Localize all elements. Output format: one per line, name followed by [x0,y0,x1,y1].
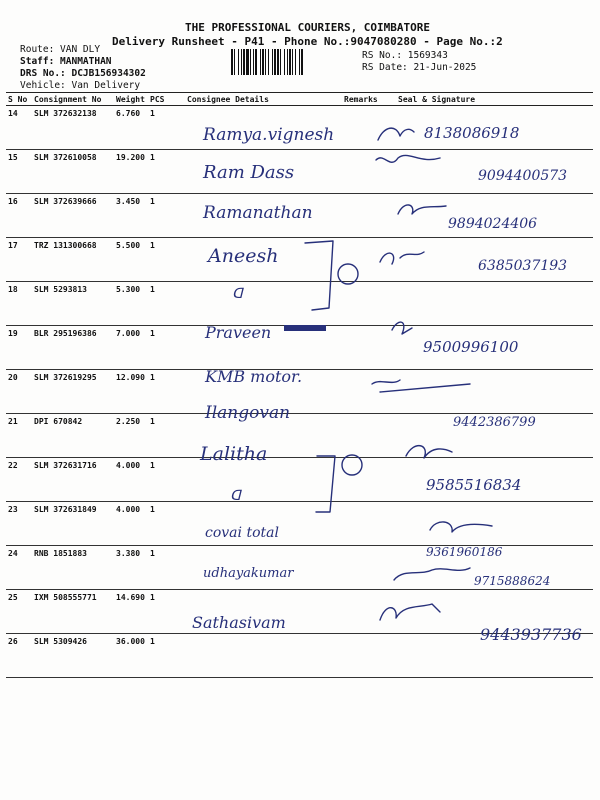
handwritten-name: Lalitha [200,443,268,465]
row-pcs: 1 [148,502,185,546]
handwritten-phone: 9500996100 [423,338,519,356]
row-sno: 17 [6,238,32,282]
row-sno: 25 [6,590,32,634]
row-sno: 23 [6,502,32,546]
ditto-mark: ᗡ [230,488,241,504]
row-remarks [342,546,380,590]
row-pcs: 1 [148,370,185,414]
row-sno: 20 [6,370,32,414]
handwritten-name: udhayakumar [203,566,294,581]
handwritten-phone: 9715888624 [474,574,551,588]
row-consignee-details [185,546,342,590]
rs-number: RS No.: 1569343 [362,50,448,61]
row-pcs: 1 [148,326,185,370]
drs-number: DRS No.: DCJB156934302 [20,68,146,79]
row-weight: 3.380 [114,546,148,590]
handwritten-phone: 9894024406 [448,216,538,232]
row-consignee-details [185,282,342,326]
row-weight: 5.500 [114,238,148,282]
row-consignee-details [185,106,342,150]
row-consignment-no: RNB 1851883 [32,546,114,590]
row-pcs: 1 [148,282,185,326]
row-sno: 15 [6,150,32,194]
handwritten-name: Ilangovan [205,403,291,423]
row-remarks [342,238,380,282]
row-seal-signature [380,238,593,282]
row-weight: 19.200 [114,150,148,194]
handwritten-name: Praveen [205,323,272,342]
row-weight: 6.760 [114,106,148,150]
row-consignee-details [185,590,342,634]
table-row [6,282,593,326]
table-row [6,326,593,370]
table-row [6,238,593,282]
row-remarks [342,282,380,326]
row-consignment-no: SLM 372631716 [32,458,114,502]
row-remarks [342,370,380,414]
table-row [6,150,593,194]
col-sno: S No [6,93,32,106]
row-weight: 5.300 [114,282,148,326]
row-remarks [342,414,380,458]
row-consignment-no: SLM 372619295 [32,370,114,414]
handwritten-phone: 9361960186 [426,545,503,559]
row-consignee-details [185,150,342,194]
row-sno: 19 [6,326,32,370]
row-seal-signature [380,458,593,502]
row-seal-signature [380,634,593,678]
row-seal-signature [380,282,593,326]
row-pcs: 1 [148,414,185,458]
row-pcs: 1 [148,634,185,678]
row-consignment-no: SLM 5309426 [32,634,114,678]
row-consignee-details [185,326,342,370]
vehicle-label: Vehicle: Van Delivery [20,80,141,91]
handwritten-phone: 9443937736 [480,625,582,644]
row-consignee-details [185,414,342,458]
route-label: Route: VAN DLY [20,44,101,55]
company-title: THE PROFESSIONAL COURIERS, COIMBATORE [185,21,431,34]
table-row [6,106,593,150]
row-sno: 16 [6,194,32,238]
runsheet-table [6,92,593,678]
row-consignment-no: TRZ 131300668 [32,238,114,282]
handwritten-phone: 9442386799 [453,415,536,430]
row-pcs: 1 [148,150,185,194]
table-row [6,634,593,678]
row-pcs: 1 [148,546,185,590]
handwritten-name: covai total [205,525,279,541]
handwritten-phone: 8138086918 [424,124,520,142]
runsheet-subtitle: Delivery Runsheet - P41 - Phone No.:9047080280 - Page No.:2 [112,35,503,48]
row-consignment-no: SLM 372639666 [32,194,114,238]
row-consignment-no: SLM 5293813 [32,282,114,326]
row-pcs: 1 [148,106,185,150]
handwritten-phone: 9585516834 [426,476,522,494]
row-seal-signature [380,106,593,150]
row-sno: 26 [6,634,32,678]
row-sno: 22 [6,458,32,502]
row-consignment-no: SLM 372631849 [32,502,114,546]
row-sno: 21 [6,414,32,458]
row-sno: 24 [6,546,32,590]
row-seal-signature [380,414,593,458]
row-seal-signature [380,370,593,414]
col-pcs: PCS [148,93,185,106]
row-consignment-no: IXM 508555771 [32,590,114,634]
row-weight: 2.250 [114,414,148,458]
row-seal-signature [380,590,593,634]
row-consignee-details [185,194,342,238]
row-remarks [342,326,380,370]
staff-label: Staff: MANMATHAN [20,56,112,67]
row-remarks [342,634,380,678]
col-remarks: Remarks [342,93,380,106]
row-consignment-no: SLM 372632138 [32,106,114,150]
row-weight: 7.000 [114,326,148,370]
row-seal-signature [380,502,593,546]
col-seal: Seal & Signature [380,93,593,106]
row-consignment-no: SLM 372610058 [32,150,114,194]
row-consignee-details [185,458,342,502]
row-weight: 36.000 [114,634,148,678]
row-consignee-details [185,502,342,546]
table-row [6,414,593,458]
handwritten-name: KMB motor. [205,367,303,386]
handwritten-name: Ramya.vignesh [203,125,335,145]
handwritten-phone: 6385037193 [478,258,568,274]
table-row [6,370,593,414]
row-consignment-no: BLR 295196386 [32,326,114,370]
col-consignment: Consignment No [32,93,114,106]
row-remarks [342,590,380,634]
row-remarks [342,106,380,150]
row-seal-signature [380,546,593,590]
barcode [231,49,356,75]
row-sno: 14 [6,106,32,150]
col-consignee: Consignee Details [185,93,342,106]
row-pcs: 1 [148,194,185,238]
table-row [6,546,593,590]
table-row [6,194,593,238]
row-pcs: 1 [148,458,185,502]
row-pcs: 1 [148,238,185,282]
handwritten-name: Sathasivam [192,613,286,632]
row-seal-signature [380,194,593,238]
row-weight: 14.690 [114,590,148,634]
row-weight: 3.450 [114,194,148,238]
table-header-row [6,93,593,106]
row-sno: 18 [6,282,32,326]
row-weight: 12.090 [114,370,148,414]
ditto-mark: ᗡ [232,286,243,302]
col-weight: Weight [114,93,148,106]
row-consignment-no: DPI 670842 [32,414,114,458]
handwritten-name: Ram Dass [203,162,295,183]
row-remarks [342,150,380,194]
row-consignee-details [185,370,342,414]
table-row [6,458,593,502]
row-weight: 4.000 [114,458,148,502]
table-row [6,502,593,546]
rs-date: RS Date: 21-Jun-2025 [362,62,477,73]
handwritten-name: Ramanathan [203,203,313,223]
row-seal-signature [380,150,593,194]
row-remarks [342,458,380,502]
row-seal-signature [380,326,593,370]
row-weight: 4.000 [114,502,148,546]
handwritten-name: Aneesh [208,245,279,267]
row-pcs: 1 [148,590,185,634]
handwritten-phone: 9094400573 [478,168,568,184]
row-consignee-details [185,634,342,678]
row-remarks [342,502,380,546]
row-remarks [342,194,380,238]
table-row [6,590,593,634]
row-consignee-details [185,238,342,282]
